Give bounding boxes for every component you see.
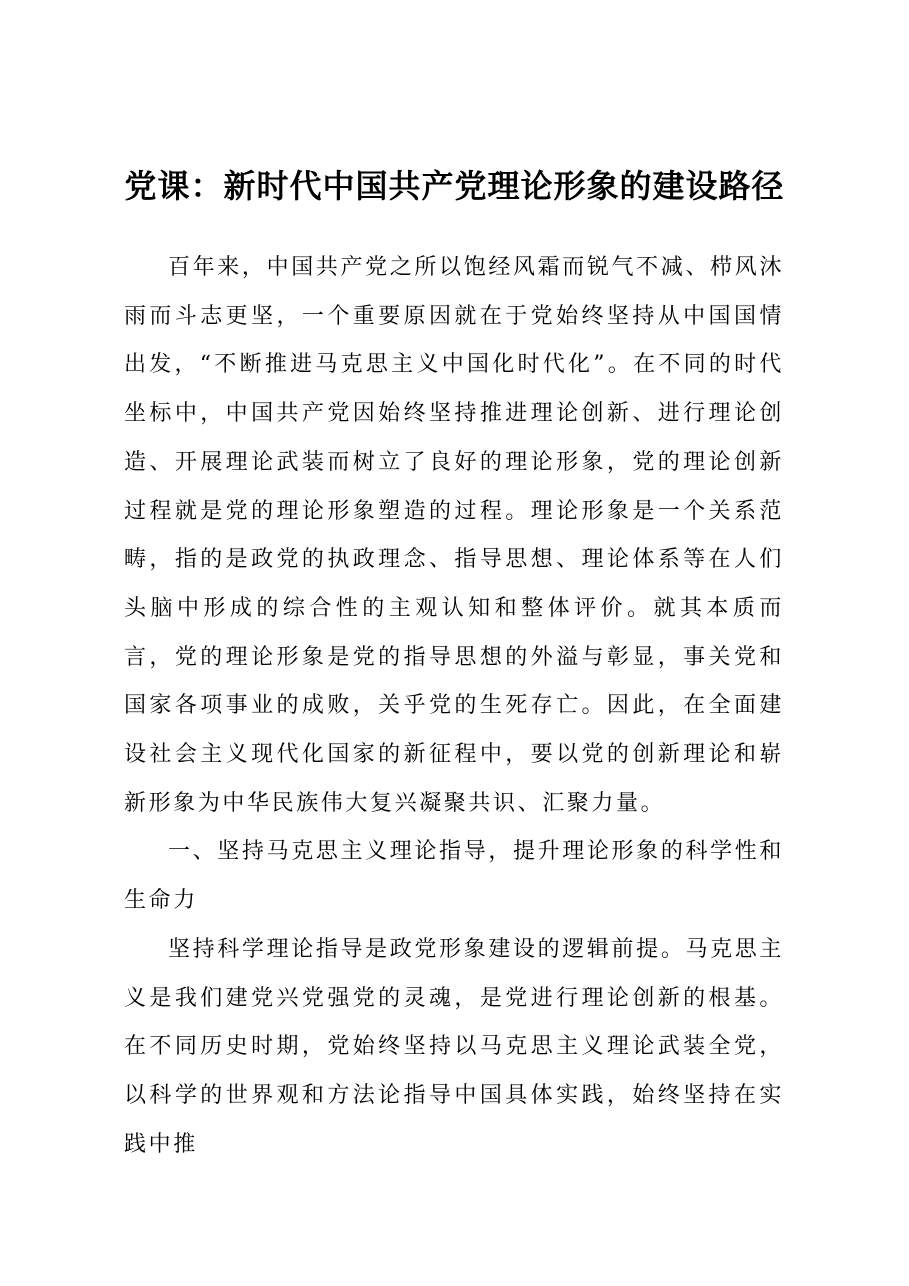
paragraph-section-1: 坚持科学理论指导是政党形象建设的逻辑前提。马克思主义是我们建党兴党强党的灵魂，是党进行理论创新的根基。在不同历史时期，党始终坚持以马克思主义理论武装全党，以科学的世界观和方法论指导中国具体实践，始终坚持在实践中推 [124,936,784,1157]
document-title: 党课：新时代中国共产党理论形象的建设路径 [124,167,785,205]
paragraph-intro: 百年来，中国共产党之所以饱经风霜而锐气不减、栉风沐雨而斗志更坚，一个重要原因就在于党始终坚持从中国国情出发，“不断推进马克思主义中国化时代化”。在不同的时代坐标中，中国共产党因始终坚持推进理论创新、进行理论创造、开展理论武装而树立了良好的理论形象，党的理论创新过程就是党的理论形象塑造的过程。理论形象是一个关系范畴，指的是政党的执政理念、指导思想、理论体系等在人们头脑中形成的综合性的主观认知和整体评价。就其本质而言，党的理论形象是党的指导思想的外溢与彰显，事关党和国家各项事业的成败，关乎党的生死存亡。因此，在全面建设社会主义现代化国家的新征程中，要以党的创新理论和崭新形象为中华民族伟大复兴凝聚共识、汇聚力量。 [124,255,784,816]
section-heading-1: 一、坚持马克思主义理论指导，提升理论形象的科学性和生命力 [124,839,784,914]
document-body [124,244,784,1169]
